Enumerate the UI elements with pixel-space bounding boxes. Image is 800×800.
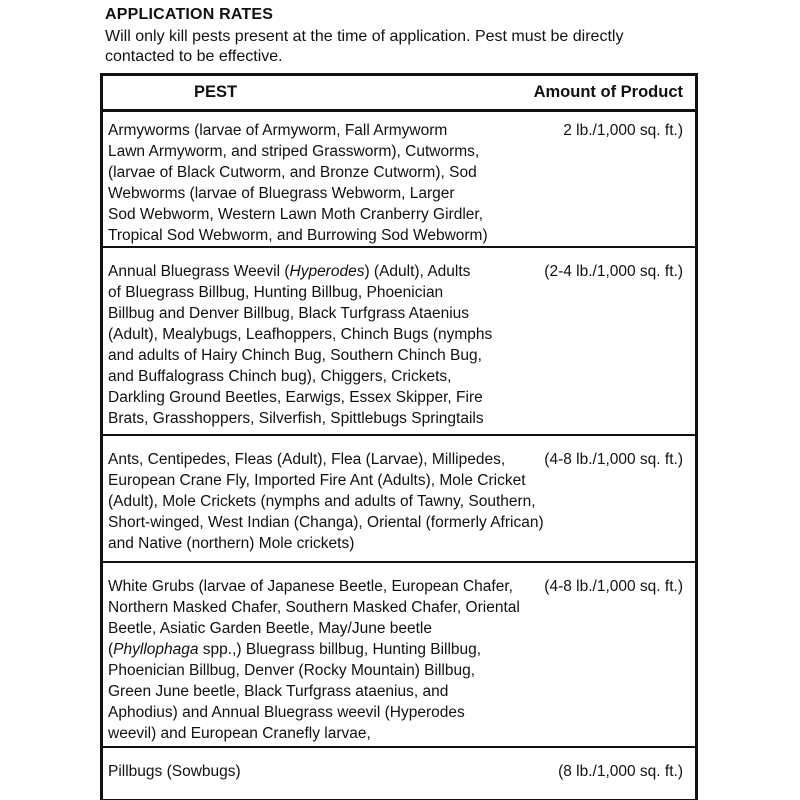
pest-line [108,183,578,204]
pest-line [108,366,578,387]
table-row [103,434,695,561]
pest-name-italic: Phyllophaga [113,641,199,658]
amount-cell: (8 lb./1,000 sq. ft.) [558,763,683,780]
pest-text: Ants, Centipedes, Fleas (Adult), Flea (Larvae), Millipedes, [108,451,506,468]
pest-line [108,387,578,408]
table-row [103,746,695,799]
pest-text: Northern Masked Chafer, Southern Masked Chafer, Oriental [108,599,520,616]
pest-cell [108,120,578,246]
pest-text: Webworms (larvae of Bluegrass Webworm, Larger [108,185,455,202]
pest-line [108,597,578,618]
pest-name-italic: Hyperodes [289,263,365,280]
table-row [103,112,695,246]
pest-line [108,204,578,225]
amount-column-header: Amount of Product [533,83,683,101]
amount-cell: (2-4 lb./1,000 sq. ft.) [544,263,683,280]
pest-line [108,282,578,303]
pest-text: White Grubs (larvae of Japanese Beetle, European Chafer, [108,578,513,595]
intro-line: contacted to be effective. [105,48,283,65]
pest-text: European Crane Fly, Imported Fire Ant (Adults), Mole Cricket [108,472,526,489]
pest-text: spp.,) Bluegrass billbug, Hunting Billbug, [198,641,482,658]
pest-text: Short-winged, West Indian (Changa), Oriental (formerly African) [108,514,544,531]
pest-line [108,512,578,533]
pest-cell [108,449,578,554]
pest-text: Aphodius) and Annual Bluegrass weevil (Hyperodes [108,704,465,721]
pest-line [108,491,578,512]
amount-cell: 2 lb./1,000 sq. ft.) [563,122,683,139]
pest-text: weevil) and European Cranefly larvae, [108,725,371,742]
pest-text: Annual Bluegrass Weevil ( [108,263,290,280]
table-body [103,112,695,799]
pest-text: ) (Adult), Adults [364,263,471,280]
pest-text: Tropical Sod Webworm, and Burrowing Sod Webworm) [108,227,488,244]
pest-text: Green June beetle, Black Turfgrass ataenius, and [108,683,449,700]
pest-text: (Adult), Mealybugs, Leafhoppers, Chinch Bugs (nymphs [108,326,493,343]
pest-text: Armyworms (larvae of Armyworm, Fall Armyworm [108,122,448,139]
amount-cell: (4-8 lb./1,000 sq. ft.) [544,451,683,468]
pest-text: Beetle, Asiatic Garden Beetle, May/June beetle [108,620,432,637]
pest-line [108,162,578,183]
pest-line [108,261,578,282]
pest-text: Sod Webworm, Western Lawn Moth Cranberry Girdler, [108,206,484,223]
pest-text: and Native (northern) Mole crickets) [108,535,355,552]
pest-text: and Buffalograss Chinch bug), Chiggers, Crickets, [108,368,452,385]
pest-line [108,618,578,639]
pest-line [108,639,578,660]
pest-text: ( [108,641,114,658]
pest-line [108,408,578,429]
amount-cell: (4-8 lb./1,000 sq. ft.) [544,578,683,595]
pest-line [108,576,578,597]
pest-column-header: PEST [193,83,238,101]
pest-line [108,470,578,491]
pest-cell [108,261,578,429]
pest-text: and adults of Hairy Chinch Bug, Southern Chinch Bug, [108,347,482,364]
pest-line [108,345,578,366]
pest-line [108,723,578,744]
pest-line [108,449,578,470]
pest-text: Brats, Grasshoppers, Silverfish, Spittlebugs Springtails [108,410,484,427]
pest-text: Lawn Armyworm, and striped Grassworm), Cutworms, [108,143,480,160]
pest-text: Darkling Ground Beetles, Earwigs, Essex Skipper, Fire [108,389,483,406]
pest-text: Phoenician Billbug, Denver (Rocky Mountain) Billbug, [108,662,476,679]
pest-text: Pillbugs (Sowbugs) [108,763,241,780]
table-row [103,561,695,746]
pest-line [108,324,578,345]
pest-text: of Bluegrass Billbug, Hunting Billbug, Phoenician [108,284,444,301]
pest-text: Billbug and Denver Billbug, Black Turfgrass Ataenius [108,305,470,322]
pest-line [108,225,578,246]
pest-text: (Adult), Mole Crickets (nymphs and adults of Tawny, Southern, [108,493,536,510]
page-title: APPLICATION RATES [105,6,274,23]
intro-paragraph [105,27,800,67]
pest-text: (larvae of Black Cutworm, and Bronze Cutworm), Sod [108,164,477,181]
pest-line [108,533,578,554]
pest-cell [108,761,578,782]
table-header-row [103,76,695,112]
pest-line [108,120,578,141]
pest-cell [108,576,578,744]
pest-line [108,303,578,324]
pest-line [108,660,578,681]
table-row [103,246,695,434]
pest-line [108,761,578,782]
application-rates-table [100,73,698,800]
pest-line [108,681,578,702]
intro-line: Will only kill pests present at the time of application. Pest must be directly [105,28,624,45]
pest-line [108,702,578,723]
pest-line [108,141,578,162]
